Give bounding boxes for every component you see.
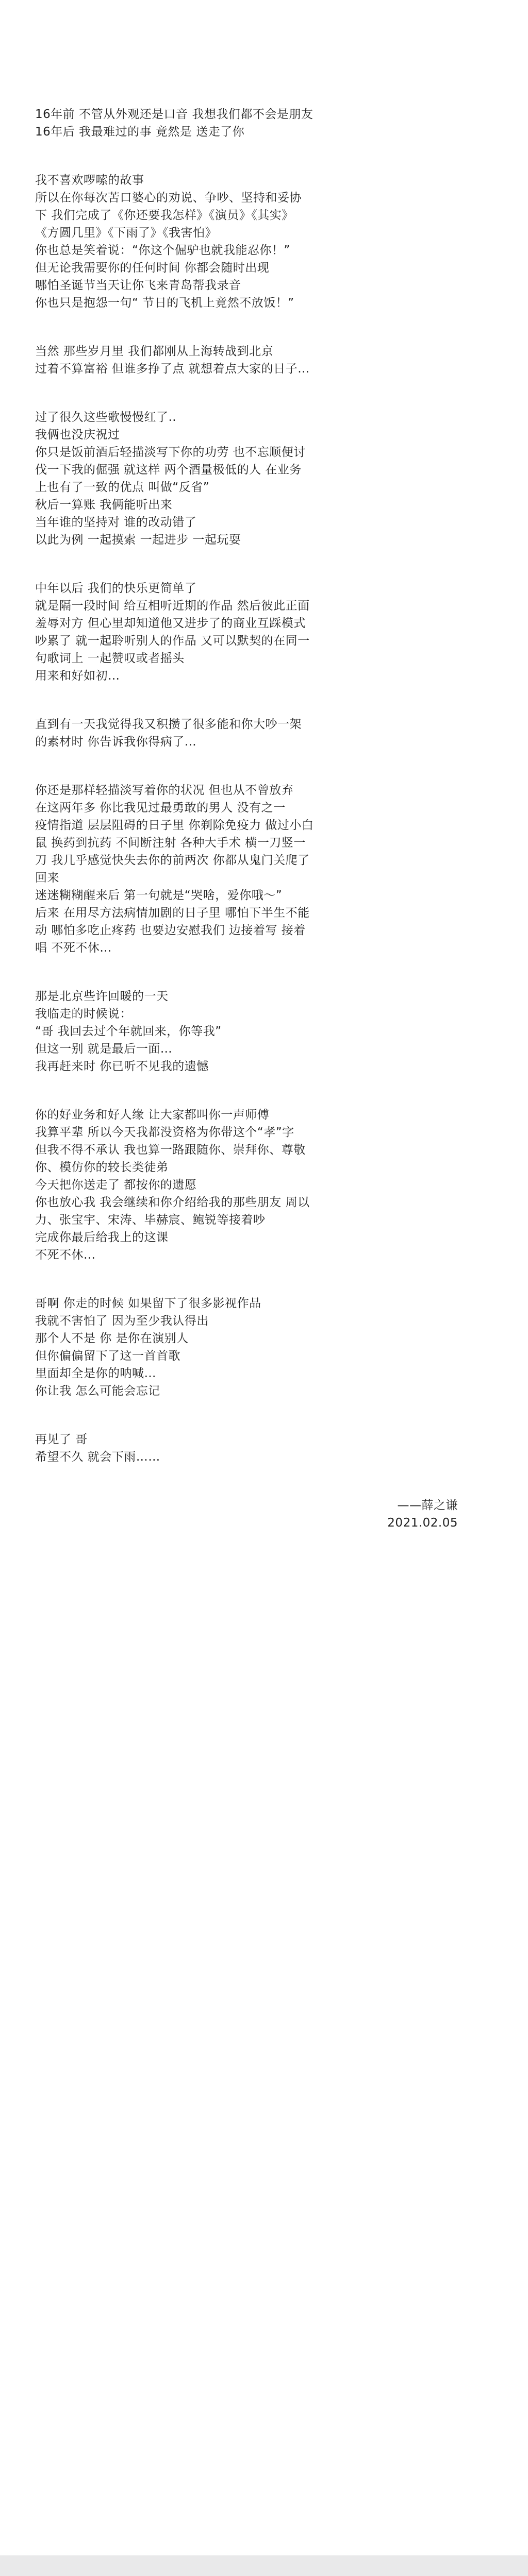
letter-line: “哥 我回去过个年就回来，你等我” [35, 1025, 222, 1038]
letter-line: 上也有了一致的优点 叫做“反省” [35, 481, 210, 494]
letter-line: 我就不害怕了 因为至少我认得出 [35, 1314, 209, 1328]
letter-line: 疫情指道 层层阻碍的日子里 你剃除免疫力 做过小白 [35, 819, 314, 832]
letter-line: 你只是饭前酒后轻描淡写下你的功劳 也不忘顺便讨 [35, 446, 306, 459]
letter-line: 伐一下我的倔强 就这样 两个酒量极低的人 在业务 [35, 463, 302, 477]
letter-line: 我俩也没庆祝过 [35, 428, 120, 442]
letter-line: 秋后一算账 我俩能听出来 [35, 498, 173, 512]
letter-line: 你也总是笑着说：“你这个倔驴也就我能忍你！” [35, 244, 290, 257]
letter-line: 哪怕圣诞节当天让你飞来青岛帮我录音 [35, 279, 241, 292]
letter-line: 你、模仿你的较长类徒弟 [35, 1161, 169, 1174]
letter-paragraph [35, 409, 489, 549]
letter-line: 我不喜欢啰嗦的故事 [35, 174, 144, 187]
letter-line: 的素材时 你告诉我你得病了… [35, 735, 197, 749]
letter-line: 16年前 不管从外观还是口音 我想我们都不会是朋友 [35, 108, 314, 121]
letter-line: 下 我们完成了《你还要我怎样》《演员》《其实》 [35, 209, 294, 222]
letter-line: 吵累了 就一起聆听别人的作品 又可以默契的在同一 [35, 634, 310, 648]
letter-line: 力、张宝宇、宋涛、毕赫宸、鲍锐等接着吵 [35, 1213, 266, 1227]
letter-line: 我临走的时候说： [35, 1007, 132, 1021]
letter-line: 过了很久这些歌慢慢红了.. [35, 411, 177, 424]
letter-line: 刀 我几乎感觉快失去你的前两次 你都从鬼门关爬了 [35, 854, 310, 867]
letter-line: 16年后 我最难过的事 竟然是 送走了你 [35, 125, 245, 139]
letter-body [35, 106, 489, 1532]
letter-line: 不死不休… [35, 1248, 96, 1262]
letter-paragraph [35, 1295, 489, 1400]
letter-line: 你的好业务和好人缘 让大家都叫你一声师傅 [35, 1108, 270, 1122]
letter-line: 所以在你每次苦口婆心的劝说、争吵、坚持和妥协 [35, 191, 302, 205]
letter-line: 你让我 怎么可能会忘记 [35, 1384, 160, 1398]
letter-line: 直到有一天我觉得我又积攒了很多能和你大吵一架 [35, 718, 302, 731]
letter-line: 过着不算富裕 但谁多挣了点 就想着点大家的日子… [35, 362, 310, 376]
letter-line: 今天把你送走了 都按你的遗愿 [35, 1178, 197, 1192]
letter-line: 完成你最后给我上的这课 [35, 1231, 169, 1244]
letter-paragraph [35, 1106, 489, 1264]
letter-line: 那是北京些许回暖的一天 [35, 990, 169, 1003]
letter-paragraph [35, 1431, 489, 1466]
letter-line: 我再赶来时 你已听不见我的遗憾 [35, 1060, 209, 1073]
letter-line: 当然 那些岁月里 我们都刚从上海转战到北京 [35, 345, 274, 358]
letter-line: 迷迷糊糊醒来后 第一句就是“哭啥，爱你哦～” [35, 889, 283, 902]
letter-line: 但这一别 就是最后一面… [35, 1042, 173, 1056]
album-photo [0, 2555, 528, 2576]
letter-line: 以此为例 一起摸索 一起进步 一起玩耍 [35, 533, 241, 547]
letter-line: 里面却全是你的呐喊… [35, 1367, 156, 1380]
letter-paragraph [35, 106, 489, 141]
letter-line: 但我不得不承认 我也算一路跟随你、崇拜你、尊敬 [35, 1143, 306, 1157]
letter-line: 羞辱对方 但心里却知道他又进步了的商业互踩模式 [35, 617, 306, 630]
letter-line: 但无论我需要你的任何时间 你都会随时出现 [35, 261, 270, 275]
letter-line: 回来 [35, 871, 59, 885]
letter-line: 在这两年多 你比我见过最勇敢的男人 没有之一 [35, 801, 286, 815]
letter-line: 就是隔一段时间 给互相听近期的作品 然后彼此正面 [35, 599, 310, 613]
letter-line: 当年谁的坚持对 谁的改动错了 [35, 516, 197, 529]
letter-line: 句歌词上 一起赞叹或者摇头 [35, 652, 185, 665]
letter-line: 《方圆几里》《下雨了》《我害怕》 [35, 226, 217, 240]
letter-line: 你也只是抱怨一句“ 节日的飞机上竟然不放饭！” [35, 296, 294, 310]
letter-line: 动 哪怕多吃止疼药 也要边安慰我们 边接着写 接着 [35, 924, 306, 937]
letter-line: 中年以后 我们的快乐更简单了 [35, 582, 197, 595]
letter-line: 后来 在用尽方法病情加剧的日子里 哪怕下半生不能 [35, 906, 310, 920]
author-signature: ——薛之谦 [397, 1499, 458, 1512]
letter-line: 鼠 换药到抗药 不间断注射 各种大手术 横一刀竖一 [35, 836, 306, 850]
letter-paragraph [35, 716, 489, 751]
letter-paragraph [35, 580, 489, 685]
letter-date: 2021.02.05 [387, 1516, 458, 1530]
letter-line: 你也放心我 我会继续和你介绍给我的那些朋友 周以 [35, 1196, 310, 1209]
letter-line: 用来和好如初… [35, 669, 120, 683]
letter-line: 再见了 哥 [35, 1433, 88, 1446]
letter-line: 哥啊 你走的时候 如果留下了很多影视作品 [35, 1297, 261, 1310]
letter-line: 那个人不是 你 是你在演别人 [35, 1332, 189, 1345]
letter-paragraph [35, 343, 489, 378]
letter-line: 我算平辈 所以今天我都没资格为你带这个“孝”字 [35, 1126, 294, 1139]
letter-line: 唱 不死不休… [35, 941, 112, 955]
letter-paragraph [35, 782, 489, 957]
letter-line: 但你偏偏留下了这一首首歌 [35, 1349, 180, 1363]
signature-block [35, 1497, 489, 1532]
letter-line: 希望不久 就会下雨…… [35, 1450, 160, 1464]
letter-paragraph [35, 988, 489, 1075]
letter-paragraph [35, 172, 489, 312]
letter-line: 你还是那样轻描淡写着你的状况 但也从不曾放弃 [35, 784, 294, 797]
